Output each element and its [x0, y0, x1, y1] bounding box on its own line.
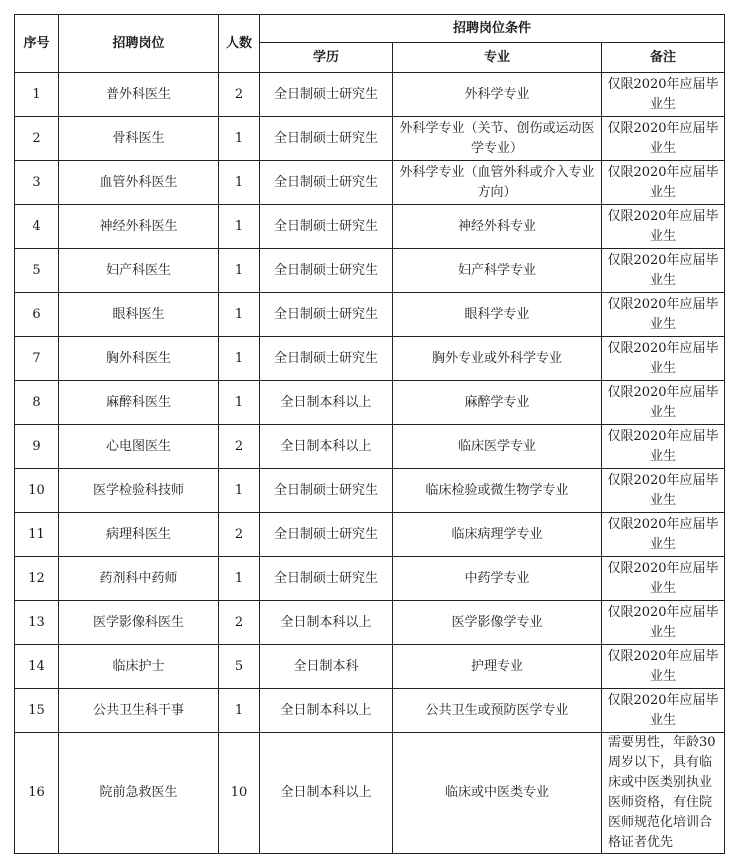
note-cell: 仅限2020年应届毕业生	[602, 645, 725, 689]
education-cell: 全日制硕士研究生	[260, 205, 393, 249]
count-cell: 5	[219, 645, 260, 689]
education-cell: 全日制硕士研究生	[260, 557, 393, 601]
count-cell: 1	[219, 117, 260, 161]
row-number: 14	[15, 645, 59, 689]
row-number: 13	[15, 601, 59, 645]
major-cell: 医学影像学专业	[393, 601, 602, 645]
major-cell: 临床医学专业	[393, 425, 602, 469]
education-cell: 全日制硕士研究生	[260, 293, 393, 337]
position-cell: 公共卫生科干事	[59, 689, 219, 733]
count-cell: 1	[219, 689, 260, 733]
table-row	[15, 205, 725, 249]
major-cell: 神经外科专业	[393, 205, 602, 249]
position-cell: 普外科医生	[59, 73, 219, 117]
table-row	[15, 645, 725, 689]
table-row	[15, 161, 725, 205]
education-cell: 全日制本科以上	[260, 601, 393, 645]
header-seq: 序号	[15, 15, 59, 73]
note-cell: 仅限2020年应届毕业生	[602, 425, 725, 469]
education-cell: 全日制本科以上	[260, 689, 393, 733]
count-cell: 1	[219, 381, 260, 425]
education-cell: 全日制硕士研究生	[260, 469, 393, 513]
education-cell: 全日制本科以上	[260, 733, 393, 854]
row-number: 16	[15, 733, 59, 854]
row-number: 7	[15, 337, 59, 381]
note-cell: 仅限2020年应届毕业生	[602, 249, 725, 293]
major-cell: 临床病理学专业	[393, 513, 602, 557]
major-cell: 中药学专业	[393, 557, 602, 601]
education-cell: 全日制硕士研究生	[260, 513, 393, 557]
row-number: 5	[15, 249, 59, 293]
count-cell: 1	[219, 205, 260, 249]
education-cell: 全日制本科	[260, 645, 393, 689]
position-cell: 医学检验科技师	[59, 469, 219, 513]
table-row	[15, 73, 725, 117]
count-cell: 2	[219, 73, 260, 117]
major-cell: 妇产科学专业	[393, 249, 602, 293]
count-cell: 10	[219, 733, 260, 854]
row-number: 10	[15, 469, 59, 513]
row-number: 12	[15, 557, 59, 601]
position-cell: 院前急救医生	[59, 733, 219, 854]
education-cell: 全日制硕士研究生	[260, 161, 393, 205]
row-number: 1	[15, 73, 59, 117]
major-cell: 外科学专业	[393, 73, 602, 117]
note-cell: 仅限2020年应届毕业生	[602, 117, 725, 161]
row-number: 4	[15, 205, 59, 249]
position-cell: 病理科医生	[59, 513, 219, 557]
table-row	[15, 425, 725, 469]
position-cell: 临床护士	[59, 645, 219, 689]
table-row	[15, 381, 725, 425]
note-cell: 仅限2020年应届毕业生	[602, 381, 725, 425]
major-cell: 临床检验或微生物学专业	[393, 469, 602, 513]
major-cell: 眼科学专业	[393, 293, 602, 337]
education-cell: 全日制本科以上	[260, 381, 393, 425]
major-cell: 外科学专业（关节、创伤或运动医学专业）	[393, 117, 602, 161]
major-cell: 公共卫生或预防医学专业	[393, 689, 602, 733]
row-number: 6	[15, 293, 59, 337]
note-cell: 仅限2020年应届毕业生	[602, 293, 725, 337]
education-cell: 全日制硕士研究生	[260, 73, 393, 117]
count-cell: 1	[219, 469, 260, 513]
major-cell: 外科学专业（血管外科或介入专业方向）	[393, 161, 602, 205]
education-cell: 全日制硕士研究生	[260, 117, 393, 161]
header-major: 专业	[393, 43, 602, 73]
table-row	[15, 689, 725, 733]
major-cell: 护理专业	[393, 645, 602, 689]
position-cell: 麻醉科医生	[59, 381, 219, 425]
row-number: 9	[15, 425, 59, 469]
note-cell: 仅限2020年应届毕业生	[602, 557, 725, 601]
table-row	[15, 733, 725, 854]
count-cell: 2	[219, 601, 260, 645]
table-row	[15, 557, 725, 601]
count-cell: 2	[219, 425, 260, 469]
note-cell: 仅限2020年应届毕业生	[602, 205, 725, 249]
position-cell: 血管外科医生	[59, 161, 219, 205]
header-count: 人数	[219, 15, 260, 73]
position-cell: 心电图医生	[59, 425, 219, 469]
position-cell: 药剂科中药师	[59, 557, 219, 601]
header-position: 招聘岗位	[59, 15, 219, 73]
count-cell: 1	[219, 161, 260, 205]
table-row	[15, 513, 725, 557]
major-cell: 麻醉学专业	[393, 381, 602, 425]
header-conditions: 招聘岗位条件	[260, 15, 725, 43]
note-cell: 仅限2020年应届毕业生	[602, 469, 725, 513]
count-cell: 1	[219, 293, 260, 337]
note-cell: 仅限2020年应届毕业生	[602, 601, 725, 645]
position-cell: 医学影像科医生	[59, 601, 219, 645]
education-cell: 全日制硕士研究生	[260, 249, 393, 293]
position-cell: 妇产科医生	[59, 249, 219, 293]
note-cell: 需要男性，年龄30周岁以下，具有临床或中医类别执业医师资格，有住院医师规范化培训合格证者优先	[602, 733, 725, 854]
education-cell: 全日制硕士研究生	[260, 337, 393, 381]
table-row	[15, 293, 725, 337]
position-cell: 神经外科医生	[59, 205, 219, 249]
note-cell: 仅限2020年应届毕业生	[602, 161, 725, 205]
major-cell: 胸外专业或外科学专业	[393, 337, 602, 381]
count-cell: 1	[219, 249, 260, 293]
table-row	[15, 601, 725, 645]
row-number: 15	[15, 689, 59, 733]
row-number: 2	[15, 117, 59, 161]
education-cell: 全日制本科以上	[260, 425, 393, 469]
header-education: 学历	[260, 43, 393, 73]
table-row	[15, 249, 725, 293]
header-note: 备注	[602, 43, 725, 73]
recruitment-table	[14, 14, 725, 854]
row-number: 8	[15, 381, 59, 425]
row-number: 11	[15, 513, 59, 557]
count-cell: 1	[219, 557, 260, 601]
note-cell: 仅限2020年应届毕业生	[602, 73, 725, 117]
table-body	[15, 73, 725, 854]
note-cell: 仅限2020年应届毕业生	[602, 689, 725, 733]
position-cell: 胸外科医生	[59, 337, 219, 381]
note-cell: 仅限2020年应届毕业生	[602, 337, 725, 381]
note-cell: 仅限2020年应届毕业生	[602, 513, 725, 557]
table-row	[15, 117, 725, 161]
position-cell: 骨科医生	[59, 117, 219, 161]
row-number: 3	[15, 161, 59, 205]
major-cell: 临床或中医类专业	[393, 733, 602, 854]
table-row	[15, 337, 725, 381]
position-cell: 眼科医生	[59, 293, 219, 337]
count-cell: 2	[219, 513, 260, 557]
table-row	[15, 469, 725, 513]
count-cell: 1	[219, 337, 260, 381]
